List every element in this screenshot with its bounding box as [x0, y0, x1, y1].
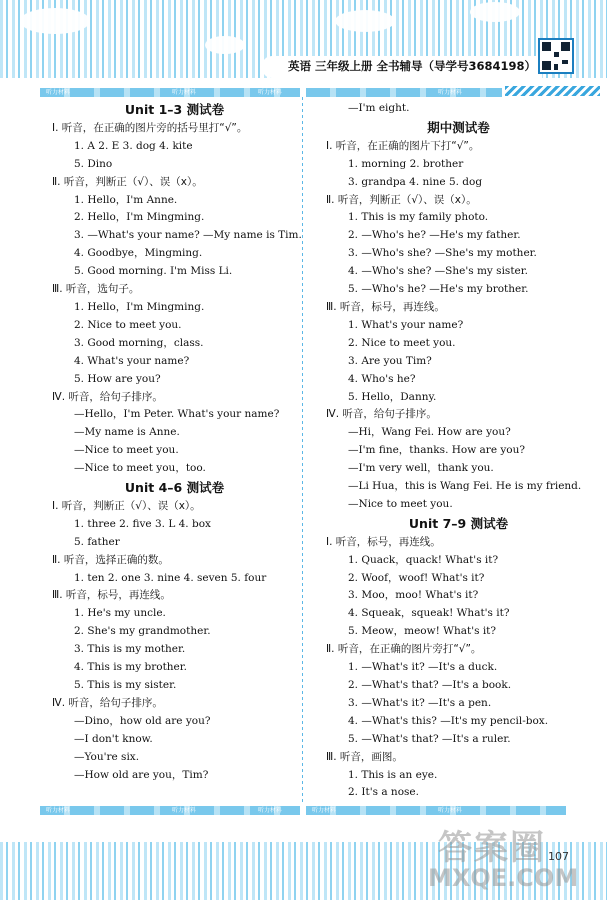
section-heading: Ⅱ. 听音，选择正确的数。 [52, 553, 169, 566]
bottom-ribbon-left [40, 806, 300, 815]
section-heading: Ⅳ. 听音，给句子排序。 [52, 390, 163, 403]
transcript-line: 4. —Who's she? —She's my sister. [348, 265, 528, 278]
transcript-line: —Hi，Wang Fei. How are you? [348, 426, 511, 439]
transcript-line: 1. This is an eye. [348, 768, 438, 781]
transcript-line: 3. —What's it? —It's a pen. [348, 696, 492, 709]
transcript-line: 4. Who's he? [348, 372, 416, 385]
transcript-line: 1. Quack，quack! What's it? [348, 553, 499, 566]
section-heading: Ⅱ. 听音，在正确的图片旁打“√”。 [326, 643, 482, 656]
transcript-line: 2. Woof，woof! What's it? [348, 571, 485, 584]
page-number: 107 [548, 850, 569, 863]
section-heading: Ⅲ. 听音，画图。 [326, 750, 403, 763]
column-divider [302, 97, 303, 803]
watermark-text: 答案圈 [438, 828, 546, 868]
ribbon-label: 听力材料 [438, 89, 463, 96]
transcript-line: 1. ten 2. one 3. nine 4. seven 5. four [74, 571, 267, 584]
test-title: Unit 1–3 测试卷 [124, 102, 225, 117]
transcript-line: 5. Good morning. I'm Miss Li. [74, 265, 233, 278]
section-heading: Ⅰ. 听音，标号，再连线。 [326, 535, 441, 548]
cloud-decoration [205, 36, 245, 54]
transcript-line: 1. Hello，I'm Anne. [74, 193, 178, 206]
transcript-line: 5. —Who's he? —He's my brother. [348, 283, 529, 296]
ribbon-label: 听力材料 [46, 89, 71, 96]
transcript-line: 2. Hello，I'm Mingming. [74, 211, 205, 224]
transcript-line: 3. Moo，moo! What's it? [348, 589, 479, 602]
transcript-line: —My name is Anne. [74, 426, 180, 439]
transcript-line: 2. —What's that? —It's a book. [348, 679, 512, 691]
section-heading: Ⅳ. 听音，给句子排序。 [52, 696, 163, 709]
transcript-line: —Li Hua，this is Wang Fei. He is my friend. [348, 480, 582, 493]
transcript-line: 4. Squeak，squeak! What's it? [348, 607, 510, 620]
transcript-line: 1. This is my family photo. [348, 211, 489, 224]
transcript-line: —I'm very well，thank you. [348, 462, 494, 475]
transcript-line: 3. —Who's she? —She's my mother. [348, 247, 537, 260]
section-heading: Ⅱ. 听音，判断正（√）、误（x）。 [52, 175, 203, 188]
diagonal-stripes-decoration [505, 86, 600, 96]
transcript-line: 2. She's my grandmother. [74, 625, 211, 638]
transcript-line: 1. What's your name? [348, 318, 464, 331]
transcript-line: 5. This is my sister. [74, 679, 177, 691]
transcript-line: 1. morning 2. brother [348, 157, 464, 170]
cloud-decoration [20, 8, 90, 34]
ribbon-label: 听力材料 [172, 807, 197, 814]
transcript-line: —Nice to meet you. [348, 497, 453, 510]
section-heading: Ⅰ. 听音，在正确的图片旁的括号里打“√”。 [52, 121, 248, 134]
watermark [420, 820, 600, 896]
section-heading: Ⅱ. 听音，判断正（√）、误（x）。 [326, 193, 477, 206]
left-column [52, 100, 302, 784]
test-title: Unit 7–9 测试卷 [408, 515, 509, 531]
ribbon-label: 听力材料 [258, 89, 283, 96]
transcript-line: 5. —What's that? —It's a ruler. [348, 732, 511, 745]
transcript-line: 5. father [74, 535, 120, 548]
section-heading: Ⅳ. 听音，给句子排序。 [326, 408, 437, 421]
section-heading: Ⅲ. 听音，标号，再连线。 [52, 589, 171, 602]
transcript-line: 4. This is my brother. [74, 661, 187, 674]
transcript-line: 3. Good morning，class. [74, 336, 204, 349]
transcript-line: 5. Dino [74, 157, 113, 170]
ribbon-label: 听力材料 [172, 89, 197, 96]
test-title: 期中测试卷 [427, 119, 490, 135]
ribbon-label: 听力材料 [438, 807, 463, 814]
transcript-line: 2. —Who's he? —He's my father. [348, 229, 521, 242]
section-heading: Ⅲ. 听音，选句子。 [52, 283, 140, 296]
transcript-line: 2. It's a nose. [348, 786, 419, 799]
transcript-line: 1. three 2. five 3. L 4. box [74, 517, 211, 530]
transcript-line: —Dino，how old are you? [74, 714, 211, 727]
transcript-line: 3. Are you Tim? [348, 354, 432, 367]
watermark-url: MXQE.COM [428, 864, 579, 892]
section-heading: Ⅰ. 听音，判断正（√）、误（x）。 [52, 499, 201, 512]
transcript-line: —How old are you，Tim? [74, 768, 209, 781]
transcript-line: 2. Nice to meet you. [348, 336, 456, 349]
cloud-decoration [470, 2, 520, 22]
transcript-line: 3. —What's your name? —My name is Tim. [74, 229, 302, 242]
cloud-decoration [335, 10, 395, 32]
transcript-line: 5. Meow，meow! What's it? [348, 625, 497, 638]
transcript-line: 3. This is my mother. [74, 643, 186, 656]
top-ribbon-left [40, 88, 300, 97]
right-column [326, 100, 591, 802]
bottom-ribbon-right [306, 806, 566, 815]
qr-code-icon [538, 38, 574, 74]
top-ribbon-right [306, 88, 502, 97]
transcript-line: —Nice to meet you. [74, 444, 179, 457]
transcript-line: 4. —What's this? —It's my pencil-box. [348, 714, 549, 727]
transcript-line: 1. Hello，I'm Mingming. [74, 300, 205, 313]
ribbon-label: 听力材料 [46, 807, 71, 814]
transcript-line: —Nice to meet you，too. [74, 462, 206, 475]
page-header: 英语 三年级上册 全书辅导（导学号3684198） [288, 59, 537, 73]
section-heading: Ⅰ. 听音，在正确的图片下打“√”。 [326, 139, 480, 152]
transcript-line: 5. How are you? [74, 372, 161, 385]
transcript-line: 5. Hello，Danny. [348, 390, 437, 403]
section-heading: Ⅲ. 听音，标号，再连线。 [326, 300, 445, 313]
ribbon-label: 听力材料 [312, 807, 337, 814]
transcript-line: 1. He's my uncle. [74, 607, 166, 620]
transcript-line: —I don't know. [74, 732, 153, 745]
transcript-line: —Hello，I'm Peter. What's your name? [74, 408, 280, 421]
transcript-line: 2. Nice to meet you. [74, 318, 182, 331]
transcript-line: —I'm fine，thanks. How are you? [348, 444, 526, 457]
transcript-line: —I'm eight. [348, 102, 410, 114]
transcript-line: 4. Goodbye，Mingming. [74, 247, 203, 260]
transcript-line: 1. A 2. E 3. dog 4. kite [74, 139, 193, 152]
transcript-line: 3. grandpa 4. nine 5. dog [348, 175, 483, 188]
test-title: Unit 4–6 测试卷 [124, 480, 225, 496]
transcript-line: 4. What's your name? [74, 354, 190, 367]
transcript-line: —You're six. [74, 750, 140, 763]
transcript-line: 1. —What's it? —It's a duck. [348, 661, 498, 674]
ribbon-label: 听力材料 [258, 807, 283, 814]
